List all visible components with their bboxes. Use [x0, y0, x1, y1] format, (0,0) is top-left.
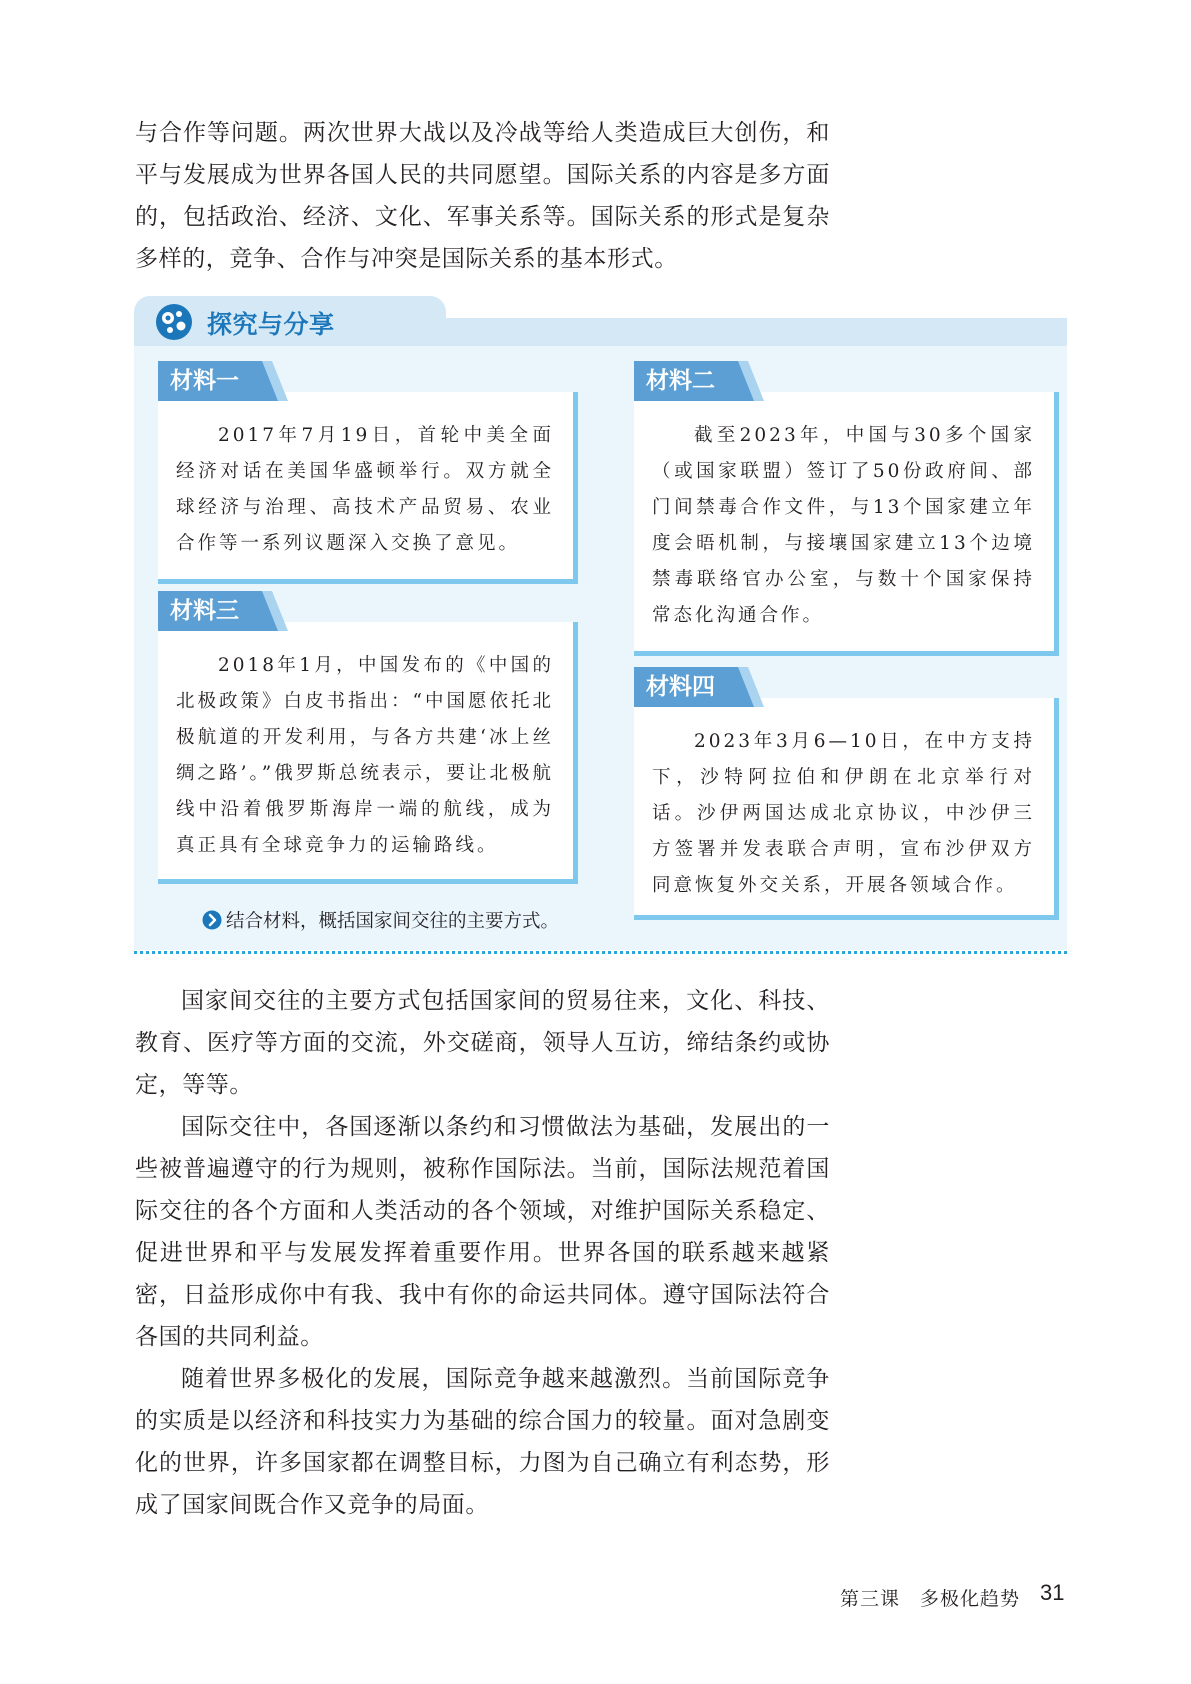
paragraph-international-law: 国际交往中，各国逐渐以条约和习惯做法为基础，发展出的一些被普遍遵守的行为规则，被称作国际法。当前，国际法规范着国际交往的各个方面和人类活动的各个领域，对维护国际关系稳定、促进世界和平与发展发挥着重要作用。世界各国的联系越来越紧密，日益形成你中有我、我中有你的命运共同体。遵守国际法符合各国的共同利益。 [135, 1114, 830, 1350]
running-footer-title: 第三课 多极化趋势 [840, 1588, 1021, 1610]
arrow-circle-icon [202, 910, 222, 930]
material-2-label: 材料二 [634, 361, 764, 401]
material-1-text: 2017年7月19日，首轮中美全面经济对话在美国华盛顿举行。双方就全球经济与治理、高技术产品贸易、农业合作等一系列议题深入交换了意见。 [176, 425, 554, 554]
material-card-2 [634, 392, 1059, 656]
explore-question: 结合材料，概括国家间交往的主要方式。 [226, 911, 560, 932]
explore-icon [154, 302, 194, 342]
page-number: 31 [1040, 1580, 1065, 1605]
section-divider [134, 951, 1067, 954]
material-4-text: 2023年3月6—10日，在中方支持下，沙特阿拉伯和伊朗在北京举行对话。沙伊两国达成北京协议，中沙伊三方签署并发表联合声明，宣布沙伊双方同意恢复外交关系，开展各领域合作。 [652, 731, 1035, 896]
material-3-label: 材料三 [158, 591, 288, 631]
paragraph-competition: 随着世界多极化的发展，国际竞争越来越激烈。当前国际竞争的实质是以经济和科技实力为基础的综合国力的较量。面对急剧变化的世界，许多国家都在调整目标，力图为自己确立有利态势，形成了国家间既合作又竞争的局面。 [135, 1366, 830, 1518]
explore-title: 探究与分享 [207, 310, 335, 339]
paragraph-exchange-methods: 国家间交往的主要方式包括国家间的贸易往来，文化、科技、教育、医疗等方面的交流，外交磋商，领导人互访，缔结条约或协定，等等。 [135, 988, 830, 1098]
material-card-3 [158, 622, 578, 884]
material-2-text: 截至2023年，中国与30多个国家（或国家联盟）签订了50份政府间、部门间禁毒合作文件，与13个国家建立年度会晤机制，与接壤国家建立13个边境禁毒联络官办公室，与数十个国家保持常态化沟通合作。 [652, 425, 1035, 626]
material-4-label: 材料四 [634, 667, 764, 707]
paragraph-intro: 与合作等问题。两次世界大战以及冷战等给人类造成巨大创伤，和平与发展成为世界各国人民的共同愿望。国际关系的内容是多方面的，包括政治、经济、文化、军事关系等。国际关系的形式是复杂多样的，竞争、合作与冲突是国际关系的基本形式。 [135, 120, 830, 272]
explore-header-band [446, 318, 1067, 346]
material-1-label: 材料一 [158, 361, 288, 401]
material-3-text: 2018年1月，中国发布的《中国的北极政策》白皮书指出：“中国愿依托北极航道的开发利用，与各方共建‘冰上丝绸之路’。”俄罗斯总统表示，要让北极航线中沿着俄罗斯海岸一端的航线，成为真正具有全球竞争力的运输路线。 [176, 655, 554, 856]
material-card-1 [158, 392, 578, 584]
material-card-4 [634, 698, 1059, 920]
